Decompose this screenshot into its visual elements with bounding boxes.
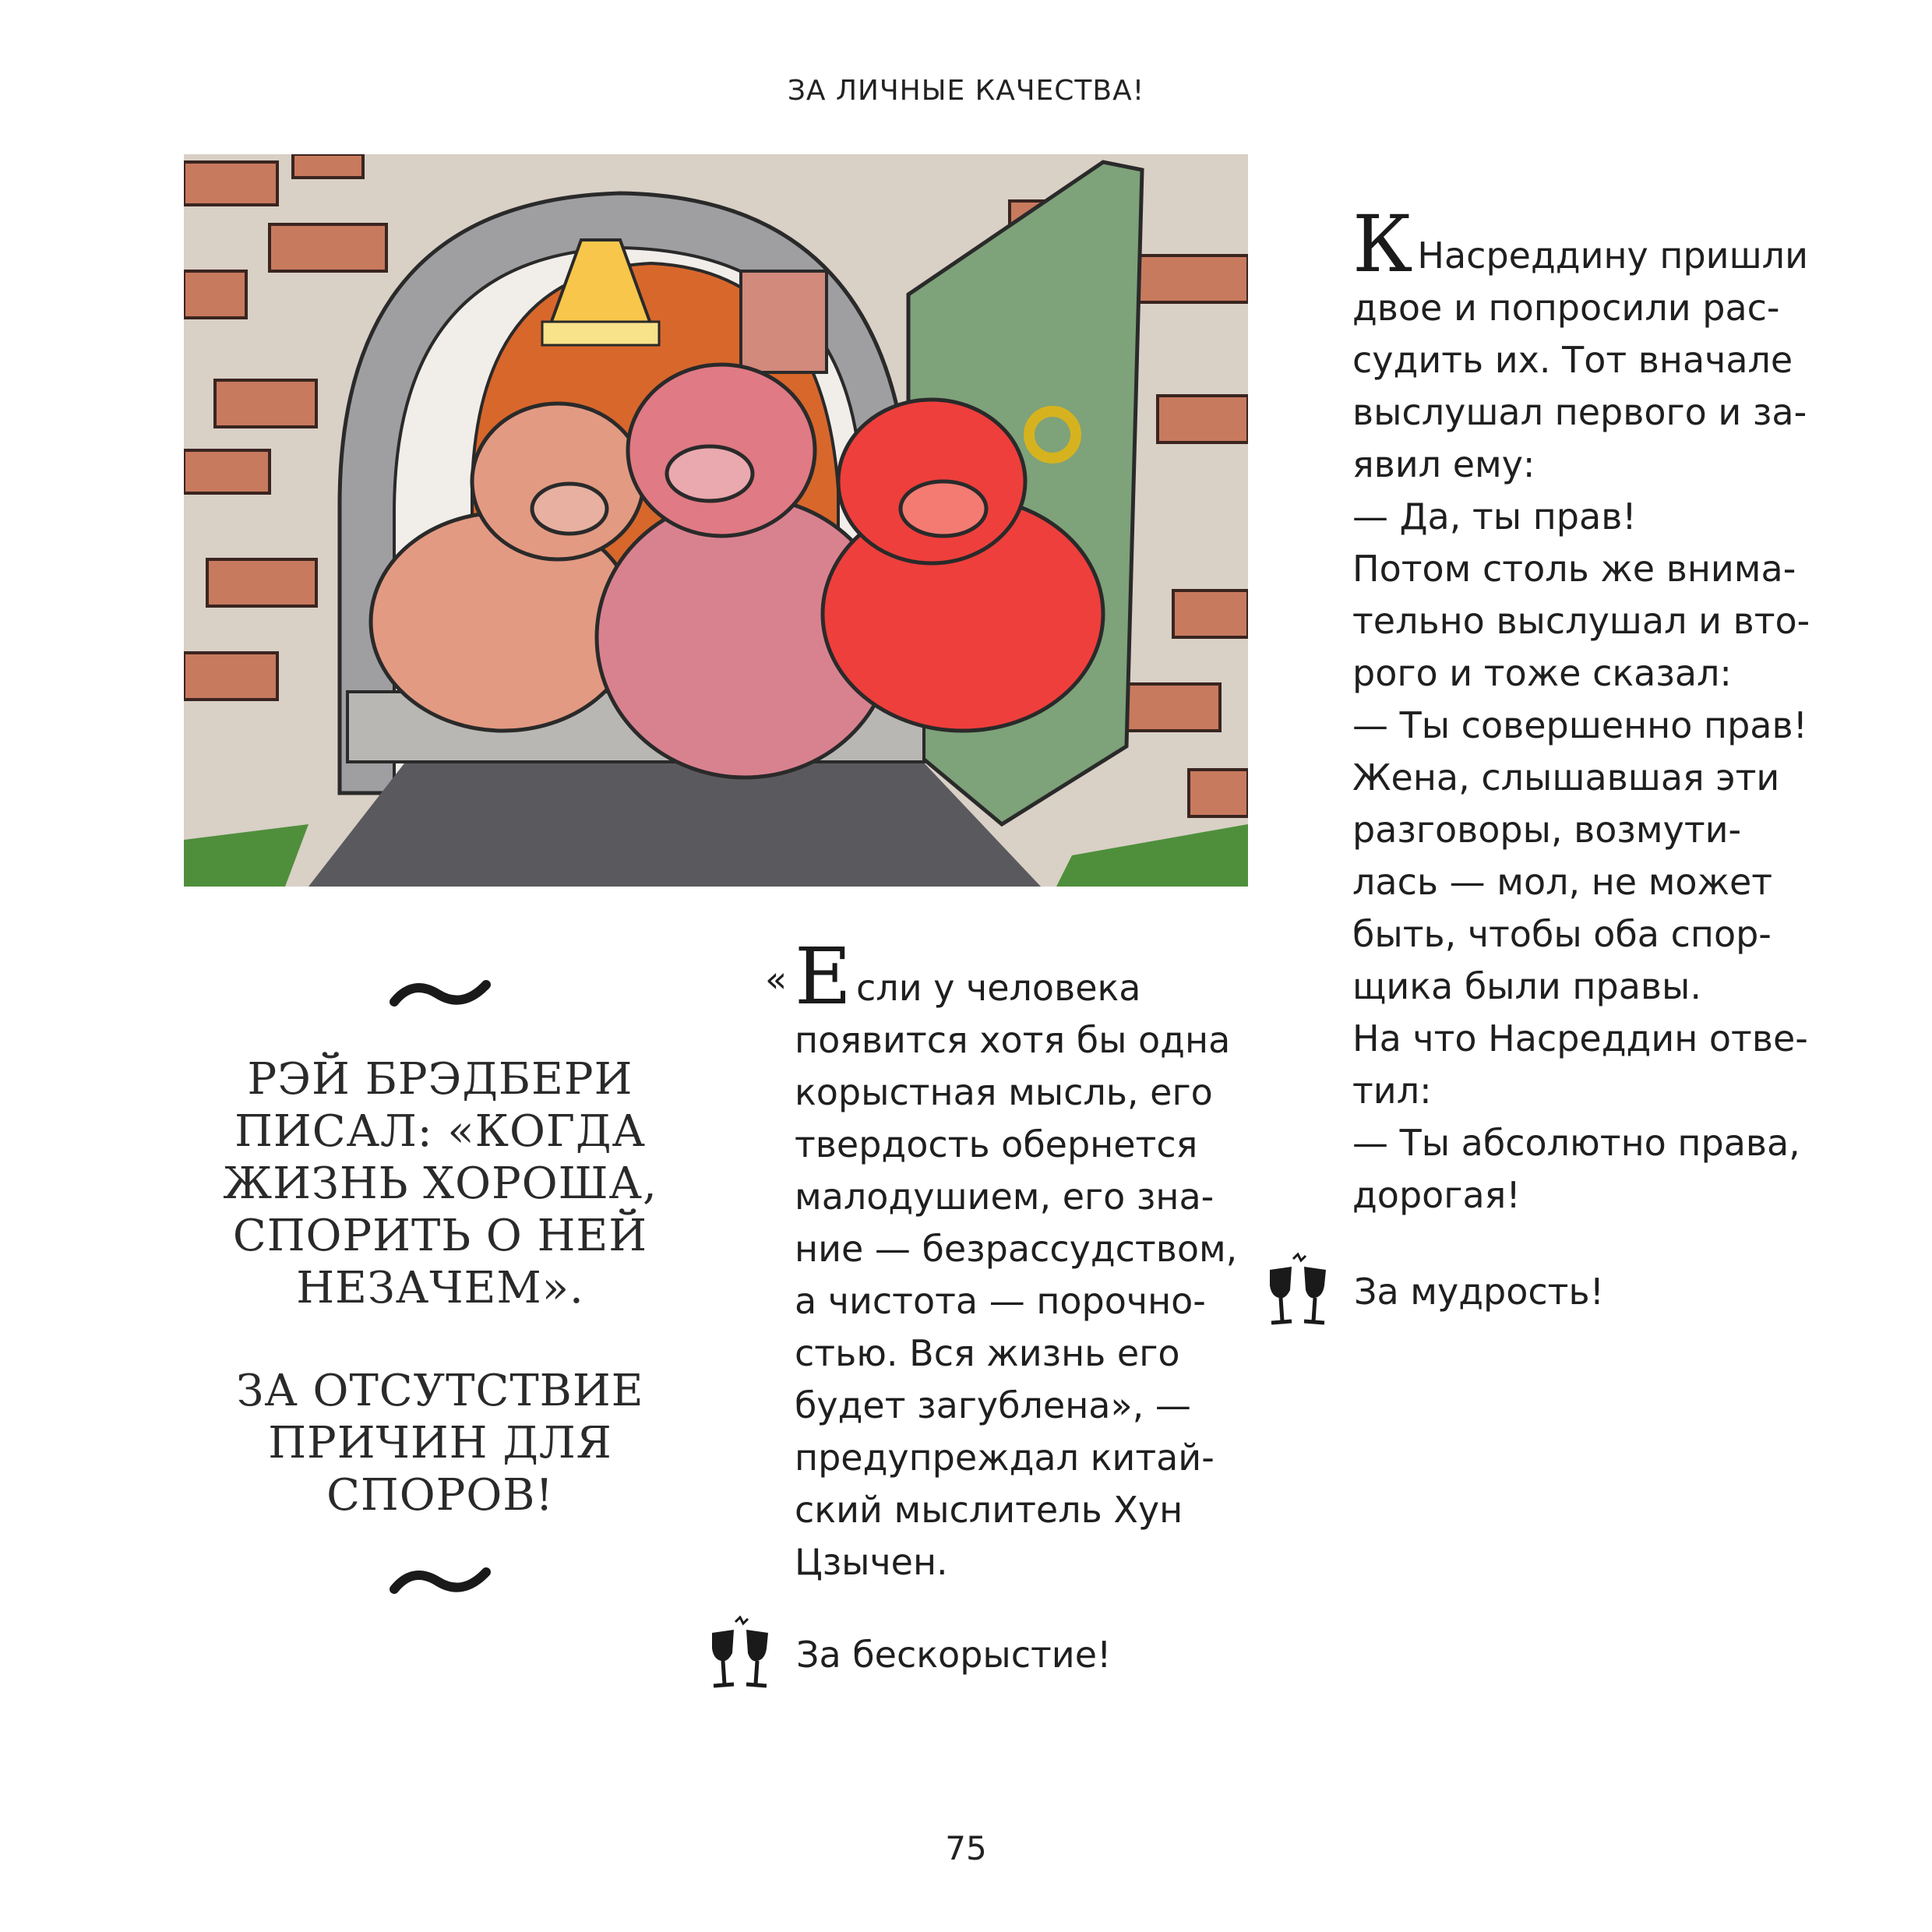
text-line: — Ты абсолютно права, <box>1352 1122 1800 1164</box>
text-line: Цзычен. <box>795 1541 948 1583</box>
bradbury-quote <box>210 1053 670 1314</box>
toast-selflessness <box>704 1616 1111 1694</box>
text-line: появится хотя бы одна <box>795 1019 1231 1061</box>
text-line: корыстная мысль, его <box>795 1071 1213 1113</box>
text-line: стью. Вся жизнь его <box>795 1332 1180 1374</box>
text-line: судить их. Тот вначале <box>1352 339 1793 381</box>
toast-text: За мудрость! <box>1354 1271 1605 1313</box>
hong-quote-text <box>795 931 1238 1588</box>
text-line: ский мыслитель Хун <box>795 1489 1183 1531</box>
text-line: Жена, слышавшая эти <box>1352 756 1780 799</box>
running-header: ЗА ЛИЧНЫЕ КАЧЕСТВА! <box>787 75 1145 107</box>
quote-line: РЭЙ БРЭДБЕРИ <box>247 1054 633 1105</box>
page-number: 75 <box>945 1829 987 1867</box>
text-line: тил: <box>1352 1070 1432 1112</box>
text-line: рого и тоже сказал: <box>1352 652 1732 694</box>
text-line: Если у человека <box>795 931 1141 1022</box>
illustration-drawing <box>184 154 1248 887</box>
toast-wisdom <box>1262 1253 1604 1331</box>
tilde-ornament-icon <box>390 1563 491 1600</box>
text-line: ние — безрассудством, <box>795 1228 1238 1270</box>
quote-line: ПИСАЛ: «КОГДА <box>234 1106 646 1157</box>
quote-line: СПОРИТЬ О НЕЙ <box>232 1211 648 1261</box>
quote-line: ЖИЗНЬ ХОРОША, <box>223 1158 658 1209</box>
clinking-glasses-icon <box>704 1616 776 1694</box>
toast-text: За бескорыстие! <box>796 1634 1112 1676</box>
text-line: выслушал первого и за- <box>1352 391 1807 433</box>
text-line: На что Насреддин отве- <box>1352 1017 1808 1059</box>
opening-quote-mark: « <box>765 958 788 1000</box>
text-line: щика были правы. <box>1352 965 1701 1007</box>
text-line: двое и попросили рас- <box>1352 287 1780 329</box>
bradbury-toast <box>210 1365 670 1521</box>
text-line: быть, чтобы оба спор- <box>1352 913 1772 955</box>
text-line: дорогая! <box>1352 1174 1521 1216</box>
text-line: а чистота — порочно- <box>795 1280 1206 1322</box>
text-line: К Насреддину пришли <box>1352 199 1808 290</box>
tilde-ornament-icon <box>390 975 491 1013</box>
text-line: разговоры, возмути- <box>1352 809 1742 851</box>
text-line: тельно выслушал и вто- <box>1352 600 1810 642</box>
text-line: будет загублена», — <box>795 1384 1191 1426</box>
text-line: лась — мол, не может <box>1352 861 1773 903</box>
quote-line: НЕЗАЧЕМ». <box>296 1263 584 1313</box>
text-line: предупреждал китай- <box>795 1437 1215 1479</box>
text-line: — Да, ты прав! <box>1352 495 1637 538</box>
text-line: — Ты совершенно прав! <box>1352 704 1808 746</box>
text-line: малодушием, его зна- <box>795 1176 1215 1218</box>
text-line: Потом столь же внима- <box>1352 548 1796 590</box>
pigs-doorway-illustration <box>184 154 1248 887</box>
toast-line: ЗА ОТСУТСТВИЕ <box>236 1366 644 1416</box>
clinking-glasses-icon <box>1262 1253 1334 1331</box>
dropcap: К <box>1352 199 1413 290</box>
nasreddin-story-text <box>1352 199 1810 1222</box>
toast-line: ПРИЧИН ДЛЯ <box>268 1418 612 1468</box>
text-line: явил ему: <box>1352 443 1535 485</box>
toast-line: СПОРОВ! <box>326 1470 554 1521</box>
dropcap: Е <box>795 931 851 1022</box>
text-line: твердость обернется <box>795 1123 1198 1165</box>
